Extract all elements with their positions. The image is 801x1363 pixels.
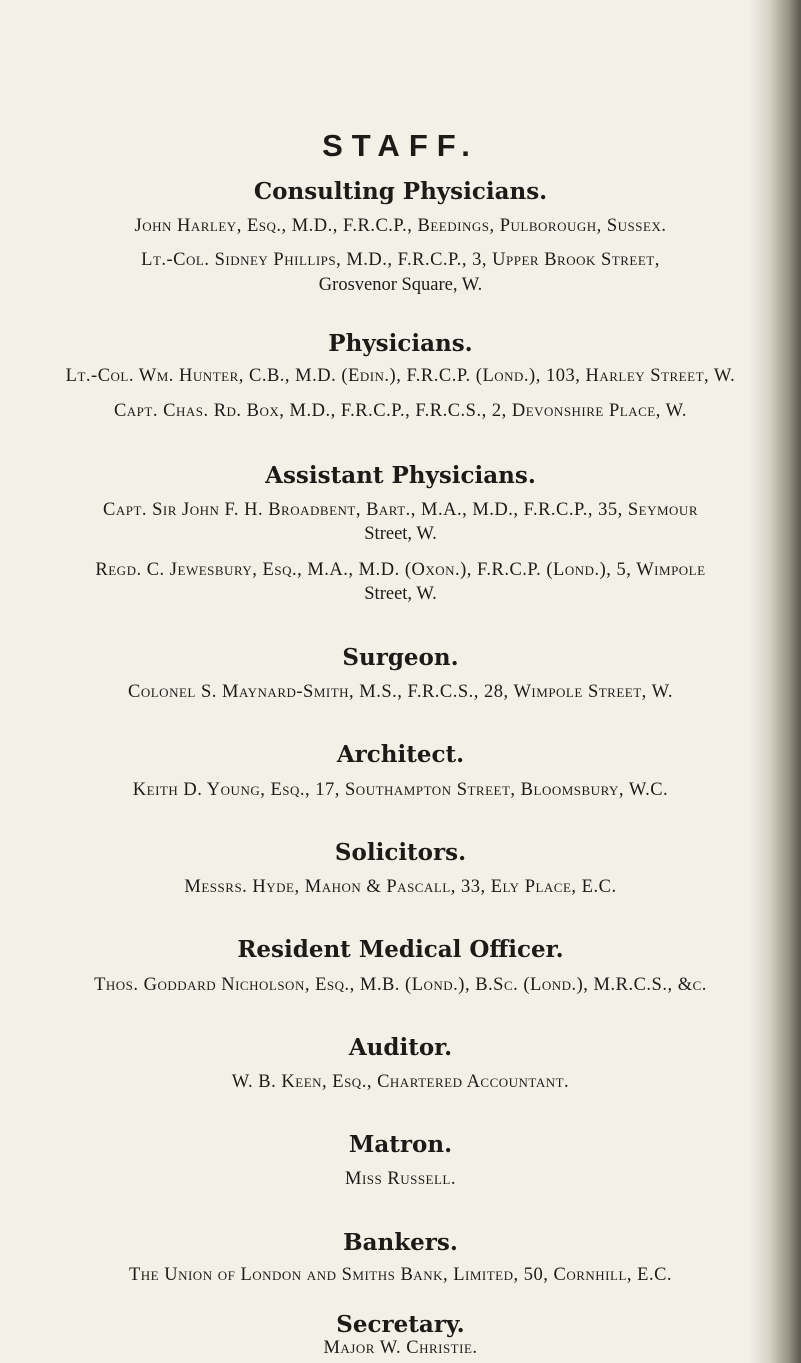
staff-line: Street, W. xyxy=(364,524,437,544)
staff-line: John Harley, Esq., M.D., F.R.C.P., Beedings, Pulborough, Sussex. xyxy=(134,216,667,236)
section-heading-bankers: Bankers. xyxy=(343,1229,458,1256)
section-heading-resident-medical-officer: Resident Medical Officer. xyxy=(237,936,564,963)
staff-line: Thos. Goddard Nicholson, Esq., M.B. (Lond.), B.Sc. (Lond.), M.R.C.S., &c. xyxy=(94,975,707,995)
staff-line: Grosvenor Square, W. xyxy=(318,275,483,295)
staff-line: Major W. Christie. xyxy=(323,1338,478,1358)
staff-line: Capt. Sir John F. H. Broadbent, Bart., M.A., M.D., F.R.C.P., 35, Seymour xyxy=(103,500,698,520)
section-heading-matron: Matron. xyxy=(348,1131,453,1158)
staff-line: Lt.-Col. Sidney Phillips, M.D., F.R.C.P., 3, Upper Brook Street, xyxy=(141,250,660,270)
staff-line: Street, W. xyxy=(364,584,437,604)
section-heading-solicitors: Solicitors. xyxy=(334,839,467,866)
section-heading-architect: Architect. xyxy=(336,741,465,768)
staff-line: Messrs. Hyde, Mahon & Pascall, 33, Ely Place, E.C. xyxy=(184,877,617,897)
section-heading-consulting-physicians: Consulting Physicians. xyxy=(253,178,548,205)
section-heading-physicians: Physicians. xyxy=(328,330,473,357)
section-heading-secretary: Secretary. xyxy=(336,1311,465,1338)
staff-line: Keith D. Young, Esq., 17, Southampton Street, Bloomsbury, W.C. xyxy=(132,780,669,800)
staff-line: W. B. Keen, Esq., Chartered Accountant. xyxy=(231,1072,570,1092)
staff-line: Miss Russell. xyxy=(345,1169,456,1189)
staff-line: Regd. C. Jewesbury, Esq., M.A., M.D. (Oxon.), F.R.C.P. (Lond.), 5, Wimpole xyxy=(95,560,706,580)
page-title: STAFF. xyxy=(322,128,479,163)
staff-line: Colonel S. Maynard-Smith, M.S., F.R.C.S., 28, Wimpole Street, W. xyxy=(128,682,673,702)
section-heading-assistant-physicians: Assistant Physicians. xyxy=(265,462,536,489)
staff-line: The Union of London and Smiths Bank, Limited, 50, Cornhill, E.C. xyxy=(128,1265,673,1285)
section-heading-surgeon: Surgeon. xyxy=(342,644,459,671)
staff-line: Capt. Chas. Rd. Box, M.D., F.R.C.P., F.R.C.S., 2, Devonshire Place, W. xyxy=(113,401,688,421)
section-heading-auditor: Auditor. xyxy=(348,1034,453,1061)
staff-line: Lt.-Col. Wm. Hunter, C.B., M.D. (Edin.), F.R.C.P. (Lond.), 103, Harley Street, W. xyxy=(65,366,736,386)
